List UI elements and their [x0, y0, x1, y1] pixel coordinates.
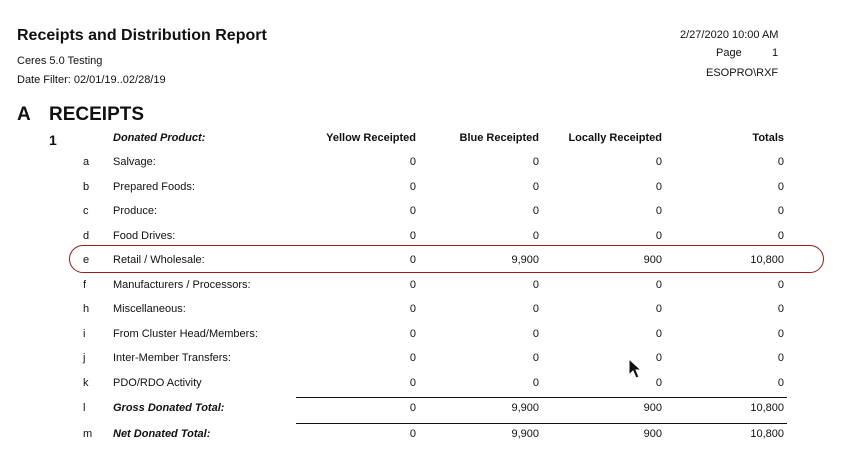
page-label: Page	[716, 47, 742, 59]
section-title: RECEIPTS	[49, 104, 145, 125]
row-label: Net Donated Total:	[113, 428, 211, 440]
table-row	[0, 328, 848, 352]
column-header-totals: Totals	[752, 132, 784, 144]
column-header-blue: Blue Receipted	[459, 132, 539, 144]
cell-yellow: 0	[409, 230, 416, 242]
report-subtitle: Ceres 5.0 Testing	[17, 55, 103, 67]
column-header-yellow: Yellow Receipted	[326, 132, 416, 144]
cell-local: 0	[655, 279, 662, 291]
table-row	[0, 181, 848, 205]
row-label: Manufacturers / Processors:	[113, 279, 251, 291]
cell-yellow: 0	[409, 181, 416, 193]
row-letter: d	[83, 230, 90, 242]
cell-yellow: 0	[409, 205, 416, 217]
cell-yellow: 0	[409, 402, 416, 414]
cell-blue: 0	[532, 156, 539, 168]
cell-local: 0	[655, 352, 662, 364]
cell-total: 0	[777, 156, 784, 168]
row-letter: l	[83, 402, 86, 414]
row-label: Prepared Foods:	[113, 181, 195, 193]
cell-yellow: 0	[409, 352, 416, 364]
cell-total: 0	[777, 377, 784, 389]
cell-local: 0	[655, 303, 662, 315]
cell-blue: 9,900	[511, 428, 539, 440]
row-letter: e	[83, 254, 90, 266]
row-label: Food Drives:	[113, 230, 176, 242]
column-header-local: Locally Receipted	[568, 132, 662, 144]
cell-blue: 0	[532, 279, 539, 291]
table-row	[0, 205, 848, 229]
cell-blue: 0	[532, 328, 539, 340]
column-header-donated-product: Donated Product:	[113, 132, 206, 144]
cell-local: 0	[655, 181, 662, 193]
cell-blue: 0	[532, 205, 539, 217]
cell-yellow: 0	[409, 377, 416, 389]
cell-total: 0	[777, 328, 784, 340]
date-filter: Date Filter: 02/01/19..02/28/19	[17, 74, 166, 86]
cell-yellow: 0	[409, 303, 416, 315]
cell-blue: 9,900	[511, 402, 539, 414]
cell-local: 900	[643, 402, 662, 414]
mouse-cursor-icon	[628, 358, 644, 380]
report-timestamp: 2/27/2020 10:00 AM	[680, 29, 779, 41]
cell-blue: 9,900	[511, 254, 539, 266]
report-title: Receipts and Distribution Report	[17, 27, 267, 44]
cell-total: 10,800	[750, 254, 784, 266]
cell-local: 900	[643, 428, 662, 440]
row-letter: k	[83, 377, 89, 389]
row-label: Retail / Wholesale:	[113, 254, 205, 266]
cell-total: 10,800	[750, 402, 784, 414]
row-letter: f	[83, 279, 87, 291]
cell-local: 0	[655, 156, 662, 168]
row-label: Salvage:	[113, 156, 156, 168]
cell-local: 900	[643, 254, 662, 266]
page-number: 1	[772, 47, 779, 59]
highlight-annotation-oval	[69, 245, 824, 273]
cell-yellow: 0	[409, 328, 416, 340]
row-letter: h	[83, 303, 90, 315]
table-row	[0, 352, 848, 376]
cell-total: 0	[777, 279, 784, 291]
cell-yellow: 0	[409, 156, 416, 168]
row-letter: c	[83, 205, 89, 217]
row-label: Miscellaneous:	[113, 303, 186, 315]
cell-local: 0	[655, 377, 662, 389]
cell-total: 10,800	[750, 428, 784, 440]
cell-blue: 0	[532, 352, 539, 364]
cell-local: 0	[655, 205, 662, 217]
row-label: Gross Donated Total:	[113, 402, 225, 414]
cell-total: 0	[777, 230, 784, 242]
row-label: From Cluster Head/Members:	[113, 328, 258, 340]
row-label: Produce:	[113, 205, 158, 217]
cell-yellow: 0	[409, 428, 416, 440]
cell-yellow: 0	[409, 279, 416, 291]
table-row-total	[0, 428, 848, 452]
subtotal-rule	[296, 397, 787, 398]
section-letter: A	[17, 104, 31, 125]
table-row	[0, 156, 848, 180]
row-letter: j	[83, 352, 86, 364]
row-label: Inter-Member Transfers:	[113, 352, 231, 364]
report-user: ESOPRO\RXF	[706, 67, 779, 79]
row-letter: a	[83, 156, 90, 168]
cell-yellow: 0	[409, 254, 416, 266]
cell-blue: 0	[532, 303, 539, 315]
cell-total: 0	[777, 352, 784, 364]
table-row	[0, 303, 848, 327]
total-rule	[296, 423, 787, 424]
cell-local: 0	[655, 328, 662, 340]
row-label: PDO/RDO Activity	[113, 377, 202, 389]
cell-total: 0	[777, 181, 784, 193]
cell-blue: 0	[532, 230, 539, 242]
cell-blue: 0	[532, 377, 539, 389]
cell-blue: 0	[532, 181, 539, 193]
cell-total: 0	[777, 205, 784, 217]
row-letter: m	[83, 428, 93, 440]
row-letter: i	[83, 328, 86, 340]
cell-total: 0	[777, 303, 784, 315]
cell-local: 0	[655, 230, 662, 242]
group-number: 1	[49, 132, 57, 148]
row-letter: b	[83, 181, 90, 193]
table-row	[0, 279, 848, 303]
